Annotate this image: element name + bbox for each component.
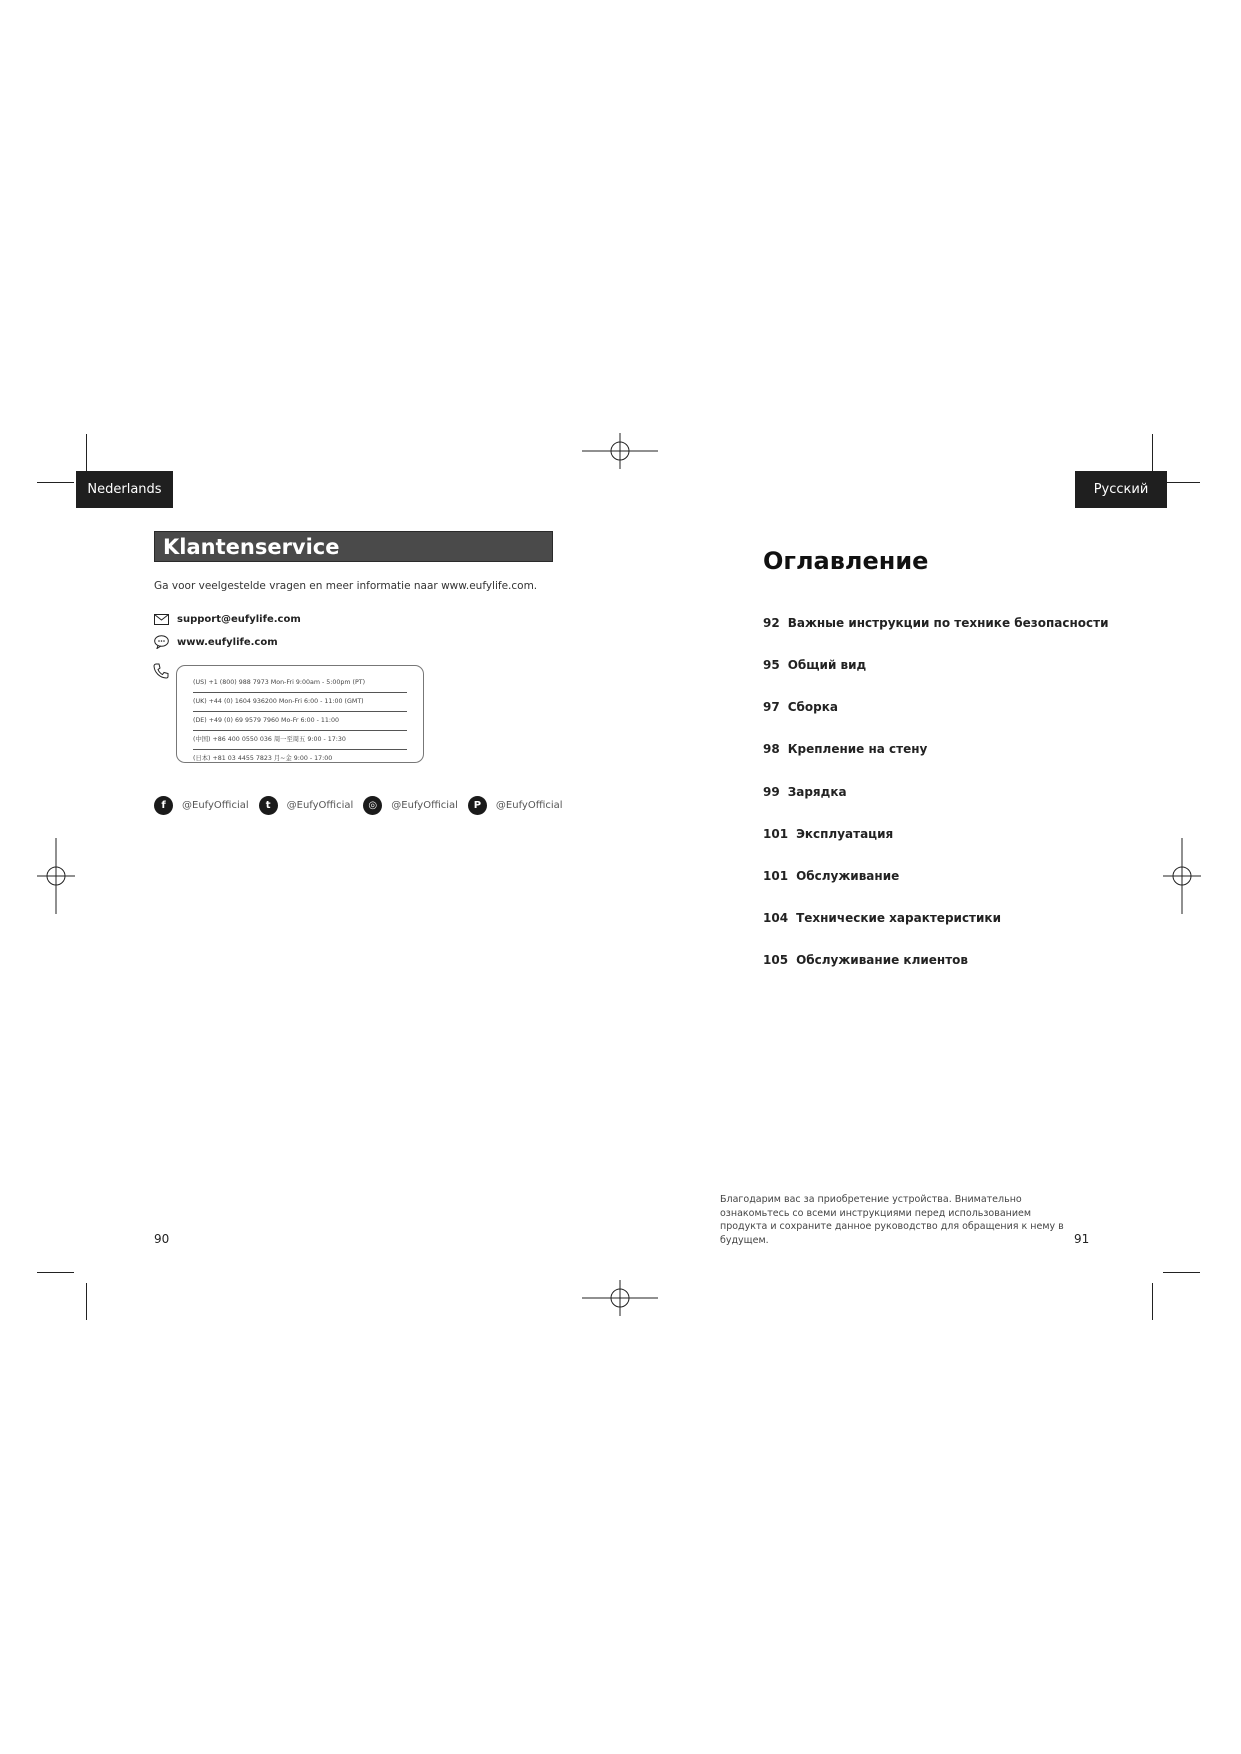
toc-item[interactable]: 99 Зарядка [763,785,847,799]
social-handle: @EufyOfficial [391,800,458,811]
crop-mark [1163,1272,1200,1273]
registration-mark-icon [37,838,75,914]
mail-icon [154,614,169,625]
social-links [154,796,573,815]
chat-bubble-icon [154,635,169,649]
social-twitter[interactable] [259,796,354,815]
toc-item[interactable]: 92 Важные инструкции по технике безопасности [763,616,1109,630]
instagram-icon: ◎ [363,796,382,815]
email-address[interactable]: support@eufylife.com [177,614,301,625]
page-number-left: 90 [154,1232,170,1246]
phone-numbers-box [176,665,424,763]
language-tab-right: Русский [1075,471,1167,508]
registration-mark-icon [582,433,658,469]
website-link[interactable]: www.eufylife.com [177,636,278,648]
toc-title: Оглавление [763,547,929,575]
phone-icon [153,663,169,679]
crop-mark [86,1283,87,1320]
toc-item[interactable]: 98 Крепление на стену [763,742,928,756]
social-pinterest[interactable] [468,796,563,815]
registration-mark-icon [582,1280,658,1316]
crop-mark [37,482,74,483]
crop-mark [1152,434,1153,471]
social-facebook[interactable] [154,796,249,815]
section-title: Klantenservice [154,531,553,562]
crop-mark [37,1272,74,1273]
social-handle: @EufyOfficial [495,800,563,811]
phone-row-us: (US) +1 (800) 988 7973 Mon-Fri 9:00am - 5:00pm (PT) [193,674,407,693]
twitter-icon: t [259,796,278,815]
toc-item[interactable]: 101 Обслуживание [763,869,900,883]
intro-text: Ga voor veelgestelde vragen en meer informatie naar www.eufylife.com. [154,580,538,592]
social-handle: @EufyOfficial [286,800,354,811]
toc-item[interactable]: 101 Эксплуатация [763,827,894,841]
page-number-right: 91 [1074,1232,1090,1246]
crop-mark [86,434,87,471]
facebook-icon: f [154,796,173,815]
toc-item[interactable]: 97 Сборка [763,700,838,714]
toc-item[interactable]: 105 Обслуживание клиентов [763,953,968,967]
phone-row-de: (DE) +49 (0) 69 9579 7960 Mo-Fr 6:00 - 11:00 [193,712,407,731]
phone-row-jp: (日本) +81 03 4455 7823 月~金 9:00 - 17:00 [193,755,333,762]
crop-mark [1163,482,1200,483]
phone-row-uk: (UK) +44 (0) 1604 936200 Mon-Fri 6:00 - 11:00 (GMT) [193,693,407,712]
toc-item[interactable]: 95 Общий вид [763,658,867,672]
language-tab-left: Nederlands [76,471,173,508]
social-instagram[interactable] [363,796,458,815]
toc-item[interactable]: 104 Технические характеристики [763,911,1001,925]
email-contact [154,614,301,625]
social-handle: @EufyOfficial [182,800,249,811]
thank-you-note: Благодарим вас за приобретение устройства. Внимательно ознакомьтесь со всеми инструкциями перед использованием продукта и сохраните данное руководство для обращения к нему в будущем. [720,1194,1064,1246]
phone-row-cn: (中国) +86 400 0550 036 周一至周五 9:00 - 17:30 [193,731,407,750]
crop-mark [1152,1283,1153,1320]
website-contact [154,635,278,649]
registration-mark-icon [1163,838,1201,914]
pinterest-icon: P [468,796,487,815]
